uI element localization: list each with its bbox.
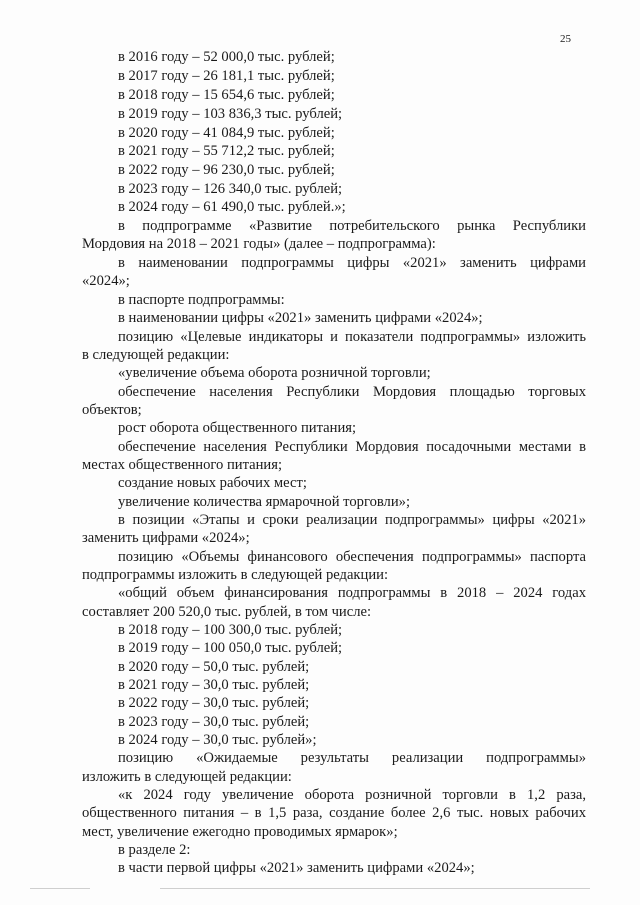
text-line: местах общественного питания; — [82, 457, 282, 473]
text-line: в 2021 году – 30,0 тыс. рублей; — [118, 677, 310, 693]
text-line: общественного питания – в 1,5 раза, создание более 2,6 тыс. новых рабочих — [82, 805, 586, 821]
text-line: в следующей редакции: — [82, 347, 230, 363]
text-line: объектов; — [82, 402, 142, 418]
text-line: подпрограммы изложить в следующей редакции: — [82, 567, 389, 583]
text-line: позицию «Целевые индикаторы и показатели подпрограммы» изложить — [118, 329, 586, 345]
text-line: обеспечение населения Республики Мордовия посадочными местами в — [118, 439, 586, 455]
text-line: в 2022 году – 96 230,0 тыс. рублей; — [118, 162, 335, 178]
scan-edge-line — [30, 888, 90, 889]
scan-edge-line — [160, 888, 590, 889]
text-line: в 2020 году – 50,0 тыс. рублей; — [118, 659, 310, 675]
text-line: в паспорте подпрограммы: — [118, 292, 285, 308]
text-line: заменить цифрами «2024»; — [82, 530, 250, 546]
text-line: обеспечение населения Республики Мордовия площадью торговых — [118, 384, 586, 400]
text-line: в 2019 году – 100 050,0 тыс. рублей; — [118, 640, 343, 656]
text-line: в 2021 году – 55 712,2 тыс. рублей; — [118, 143, 335, 159]
text-line: в 2016 году – 52 000,0 тыс. рублей; — [118, 49, 335, 65]
text-line: в 2020 году – 41 084,9 тыс. рублей; — [118, 125, 335, 141]
text-line: в 2023 году – 126 340,0 тыс. рублей; — [118, 181, 343, 197]
text-line: в 2024 году – 30,0 тыс. рублей»; — [118, 732, 317, 748]
text-line: мест, увеличение ежегодно проводимых ярмарок»; — [82, 824, 398, 840]
text-line: «увеличение объема оборота розничной торговли; — [118, 365, 431, 381]
text-line: в 2024 году – 61 490,0 тыс. рублей.»; — [118, 199, 346, 215]
text-line: в позиции «Этапы и сроки реализации подпрограммы» цифры «2021» — [118, 512, 586, 528]
text-line: в наименовании подпрограммы цифры «2021» заменить цифрами — [118, 255, 586, 271]
text-line: создание новых рабочих мест; — [118, 475, 307, 491]
text-line: в части первой цифры «2021» заменить цифрами «2024»; — [118, 860, 475, 876]
text-line: в 2022 году – 30,0 тыс. рублей; — [118, 695, 310, 711]
text-line: в подпрограмме «Развитие потребительского рынка Республики — [118, 218, 586, 234]
page-number: 25 — [560, 33, 571, 45]
text-line: «общий объем финансирования подпрограммы в 2018 – 2024 годах — [118, 585, 586, 601]
text-line: в наименовании цифры «2021» заменить цифрами «2024»; — [118, 310, 483, 326]
text-line: в 2019 году – 103 836,3 тыс. рублей; — [118, 106, 343, 122]
text-line: позицию «Объемы финансового обеспечения подпрограммы» паспорта — [118, 549, 586, 565]
text-line: рост оборота общественного питания; — [118, 420, 357, 436]
text-line: изложить в следующей редакции: — [82, 769, 292, 785]
text-line: в 2018 году – 100 300,0 тыс. рублей; — [118, 622, 343, 638]
text-line: в 2023 году – 30,0 тыс. рублей; — [118, 714, 310, 730]
text-line: Мордовия на 2018 – 2021 годы» (далее – подпрограмма): — [82, 236, 436, 252]
text-line: «к 2024 году увеличение оборота розничной торговли в 1,2 раза, — [118, 787, 586, 803]
text-line: позицию «Ожидаемые результаты реализации подпрограммы» — [118, 750, 586, 766]
text-line: в 2018 году – 15 654,6 тыс. рублей; — [118, 87, 335, 103]
text-line: в разделе 2: — [118, 842, 191, 858]
text-line: «2024»; — [82, 273, 130, 289]
text-line: увеличение количества ярмарочной торговли»; — [118, 494, 411, 510]
text-line: составляет 200 520,0 тыс. рублей, в том числе: — [82, 604, 372, 620]
text-line: в 2017 году – 26 181,1 тыс. рублей; — [118, 68, 335, 84]
